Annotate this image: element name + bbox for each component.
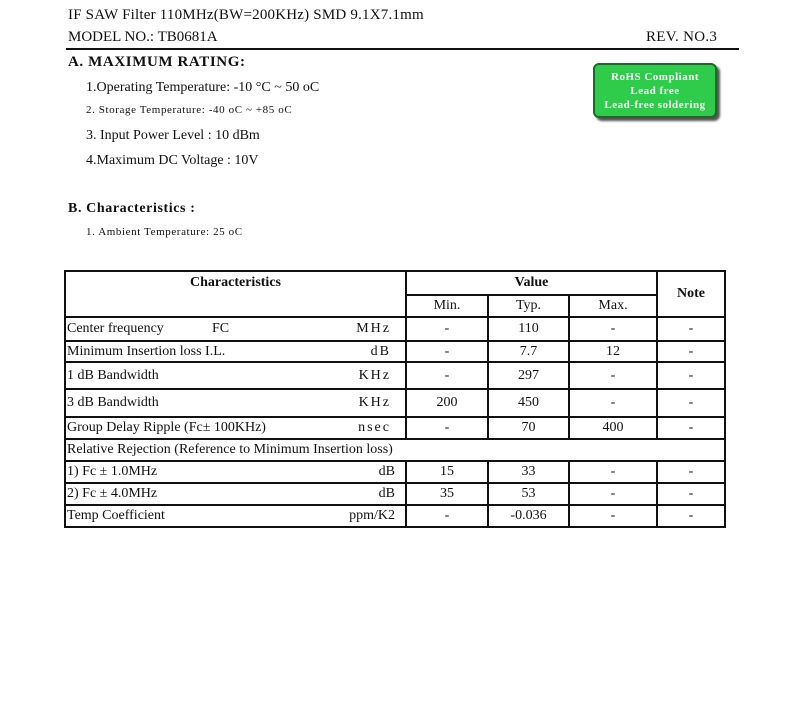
row-name: 1 dB Bandwidth — [67, 367, 159, 383]
table-row — [65, 417, 725, 439]
cell-max: - — [569, 317, 657, 341]
section-a-heading: A. MAXIMUM RATING: — [68, 54, 246, 70]
rohs-line-2: Lead free — [630, 85, 680, 97]
cell-note: - — [657, 461, 725, 483]
cell-max: - — [569, 483, 657, 505]
row-name: Group Delay Ripple (Fc± 100KHz) — [67, 420, 266, 435]
table-row — [65, 483, 725, 505]
relative-rejection-label: Relative Rejection (Reference to Minimum Insertion loss) — [65, 439, 725, 461]
header-min: Min. — [406, 295, 488, 317]
cell-typ: 110 — [488, 317, 569, 341]
row-unit: dB — [378, 464, 395, 479]
cell-min: 35 — [406, 483, 488, 505]
row-unit: MHz — [356, 321, 391, 336]
rating-dc-voltage: 4.Maximum DC Voltage : 10V — [86, 153, 259, 168]
cell-max: - — [569, 389, 657, 417]
revision-number: REV. NO.3 — [646, 29, 718, 45]
cell-note: - — [657, 505, 725, 527]
table-row — [65, 362, 725, 389]
header-characteristics: Characteristics — [65, 271, 406, 317]
row-unit: KHz — [358, 367, 391, 383]
rohs-badge — [593, 63, 717, 118]
model-number: MODEL NO.: TB0681A — [68, 29, 218, 45]
header-max: Max. — [569, 295, 657, 317]
header-typ: Typ. — [488, 295, 569, 317]
header-note: Note — [657, 271, 725, 317]
row-unit: KHz — [358, 395, 391, 410]
cell-note: - — [657, 483, 725, 505]
row-label-cell — [65, 505, 406, 527]
row-name: 2) Fc ± 4.0MHz — [67, 486, 158, 501]
document-title: IF SAW Filter 110MHz(BW=200KHz) SMD 9.1X7.1mm — [68, 7, 424, 23]
cell-min: - — [406, 417, 488, 439]
cell-note: - — [657, 317, 725, 341]
cell-max: 12 — [569, 341, 657, 362]
row-unit: dB — [378, 486, 395, 501]
characteristics-table — [64, 270, 726, 528]
rohs-line-3: Lead-free soldering — [604, 99, 706, 111]
cell-typ: 450 — [488, 389, 569, 417]
header-rule — [66, 48, 739, 50]
cell-note: - — [657, 362, 725, 389]
row-label-cell — [65, 341, 406, 362]
row-name: Center frequency — [67, 321, 164, 336]
cell-note: - — [657, 389, 725, 417]
row-label-cell — [65, 461, 406, 483]
table-row — [65, 317, 725, 341]
row-unit: dB — [370, 343, 391, 359]
cell-typ: -0.036 — [488, 505, 569, 527]
rohs-line-1: RoHS Compliant — [611, 71, 699, 83]
cell-max: 400 — [569, 417, 657, 439]
row-name: Minimum Insertion loss I.L. — [67, 343, 226, 359]
cell-min: 200 — [406, 389, 488, 417]
cell-max: - — [569, 505, 657, 527]
table-row — [65, 389, 725, 417]
cell-note: - — [657, 417, 725, 439]
cell-min: - — [406, 341, 488, 362]
table-row — [65, 341, 725, 362]
cell-typ: 7.7 — [488, 341, 569, 362]
header-value: Value — [406, 271, 657, 295]
section-b-heading: B. Characteristics : — [68, 201, 196, 216]
rating-input-power: 3. Input Power Level : 10 dBm — [86, 128, 260, 143]
rating-storage-temperature: 2. Storage Temperature: -40 oC ~ +85 oC — [86, 104, 293, 116]
cell-max: - — [569, 461, 657, 483]
cell-typ: 33 — [488, 461, 569, 483]
table-row — [65, 461, 725, 483]
cell-min: 15 — [406, 461, 488, 483]
cell-min: - — [406, 317, 488, 341]
row-label-cell — [65, 317, 406, 341]
ambient-temperature: 1. Ambient Temperature: 25 oC — [86, 226, 243, 238]
row-label-cell — [65, 483, 406, 505]
cell-typ: 53 — [488, 483, 569, 505]
cell-note: - — [657, 341, 725, 362]
row-unit: ppm/K2 — [349, 508, 395, 523]
table-row-relative-rejection — [65, 439, 725, 461]
row-label-cell — [65, 417, 406, 439]
row-label-cell — [65, 389, 406, 417]
row-name: 3 dB Bandwidth — [67, 395, 159, 410]
cell-typ: 70 — [488, 417, 569, 439]
row-label-cell — [65, 362, 406, 389]
cell-max: - — [569, 362, 657, 389]
cell-min: - — [406, 505, 488, 527]
cell-typ: 297 — [488, 362, 569, 389]
row-name: 1) Fc ± 1.0MHz — [67, 464, 158, 479]
row-name: Temp Coefficient — [67, 508, 165, 523]
row-unit: nsec — [358, 420, 391, 435]
table-row — [65, 505, 725, 527]
cell-min: - — [406, 362, 488, 389]
row-symbol: FC — [212, 321, 230, 336]
rating-operating-temperature: 1.Operating Temperature: -10 °C ~ 50 oC — [86, 80, 320, 95]
